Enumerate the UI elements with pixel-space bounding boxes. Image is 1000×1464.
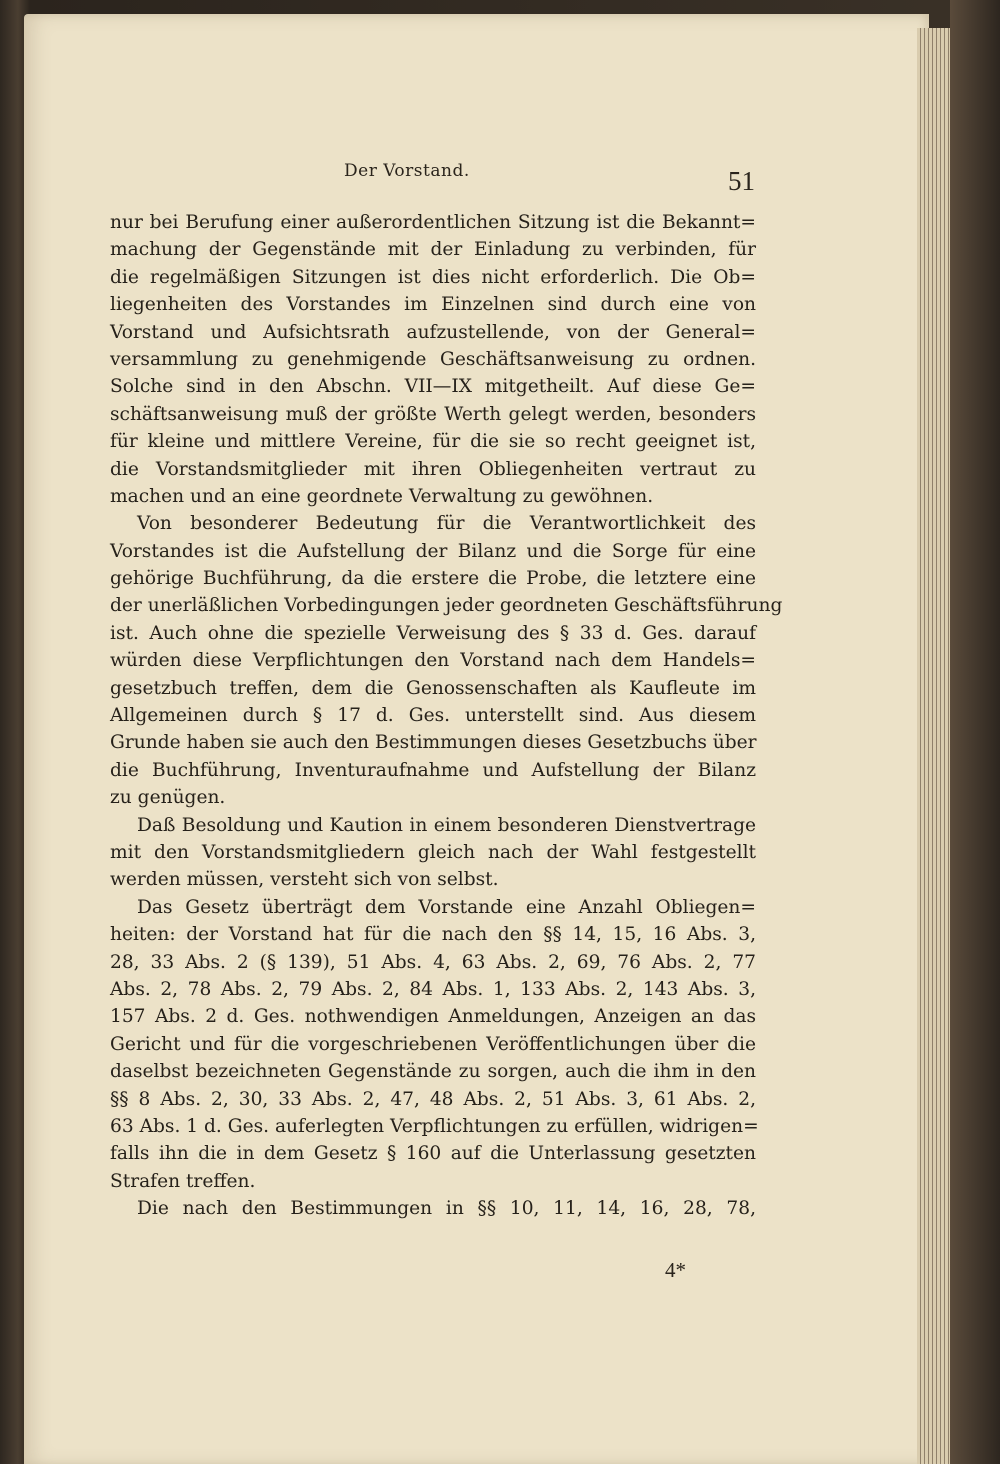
text-line: Grunde haben sie auch den Bestimmungen dieses Gesetzbuchs über (110, 732, 757, 754)
text-line: zu genügen. (110, 787, 226, 809)
text-line: heiten: der Vorstand hat für die nach den §§ 14, 15, 16 Abs. 3, (110, 924, 756, 946)
text-line: machen und an eine geordnete Verwaltung zu gewöhnen. (110, 485, 654, 507)
text-line: 157 Abs. 2 d. Ges. nothwendigen Anmeldungen, Anzeigen an das (110, 1006, 756, 1028)
text-line: liegenheiten des Vorstandes im Einzelnen sind durch eine von (110, 294, 756, 316)
body-text (110, 209, 783, 1222)
text-line: gehörige Buchführung, da die erstere die Probe, die letztere eine (110, 568, 756, 590)
running-head: Der Vorstand. (344, 161, 470, 181)
text-line: machung der Gegenstände mit der Einladung zu verbinden, für (110, 239, 756, 261)
text-line: werden müssen, versteht sich von selbst. (110, 869, 499, 891)
text-line: ist. Auch ohne die spezielle Verweisung des § 33 d. Ges. darauf (110, 622, 756, 644)
text-line: Vorstand und Aufsichtsrath aufzustellende, von der General= (110, 321, 756, 343)
text-line: Das Gesetz überträgt dem Vorstande eine Anzahl Obliegen= (137, 896, 756, 918)
text-line: schäftsanweisung muß der größte Werth gelegt werden, besonders (110, 403, 756, 425)
text-line: Solche sind in den Abschn. VII—IX mitgetheilt. Auf diese Ge= (110, 376, 756, 398)
text-line: Daß Besoldung und Kaution in einem besonderen Dienstvertrage (137, 814, 756, 836)
text-line: daselbst bezeichneten Gegenstände zu sorgen, auch die ihm in den (110, 1061, 756, 1083)
text-line: §§ 8 Abs. 2, 30, 33 Abs. 2, 47, 48 Abs. 2, 51 Abs. 3, 61 Abs. 2, (110, 1088, 756, 1110)
text-line: Vorstandes ist die Aufstellung der Bilanz und die Sorge für eine (110, 540, 756, 562)
text-line: falls ihn die in dem Gesetz § 160 auf die Unterlassung gesetzten (110, 1143, 756, 1165)
text-line: Die nach den Bestimmungen in §§ 10, 11, 14, 16, 28, 78, (137, 1198, 756, 1220)
text-line: 63 Abs. 1 d. Ges. auferlegten Verpflichtungen zu erfüllen, widrigen= (110, 1115, 759, 1137)
text-line: nur bei Berufung einer außerordentlichen Sitzung ist die Bekannt= (110, 212, 756, 233)
text-line: für kleine und mittlere Vereine, für die sie so recht geeignet ist, (110, 431, 756, 453)
text-line: Abs. 2, 78 Abs. 2, 79 Abs. 2, 84 Abs. 1, 133 Abs. 2, 143 Abs. 3, (110, 978, 756, 1000)
book-spine (950, 0, 1000, 1464)
text-line: gesetzbuch treffen, dem die Genossenschaften als Kaufleute im (110, 677, 756, 699)
text-line: Von besonderer Bedeutung für die Verantwortlichkeit des (137, 513, 756, 535)
page-edges (917, 28, 953, 1464)
text-line: die regelmäßigen Sitzungen ist dies nicht erforderlich. Die Ob= (110, 266, 756, 288)
text-line: der unerläßlichen Vorbedingungen jeder geordneten Geschäftsführung (110, 595, 783, 617)
text-line: 28, 33 Abs. 2 (§ 139), 51 Abs. 4, 63 Abs. 2, 69, 76 Abs. 2, 77 (110, 951, 756, 973)
text-line: Strafen treffen. (110, 1170, 256, 1192)
text-line: die Buchführung, Inventuraufnahme und Aufstellung der Bilanz (110, 759, 756, 781)
page-number: 51 (728, 166, 755, 196)
text-line: würden diese Verpflichtungen den Vorstand nach dem Handels= (110, 650, 756, 672)
text-line: Gericht und für die vorgeschriebenen Veröffentlichungen über die (110, 1033, 756, 1055)
text-line: Allgemeinen durch § 17 d. Ges. unterstellt sind. Aus diesem (110, 705, 756, 727)
text-line: versammlung zu genehmigende Geschäftsanweisung zu ordnen. (110, 348, 756, 370)
signature-mark: 4* (665, 1258, 686, 1282)
text-line: die Vorstandsmitglieder mit ihren Obliegenheiten vertraut zu (110, 458, 756, 480)
text-line: mit den Vorstandsmitgliedern gleich nach der Wahl festgestellt (110, 841, 756, 863)
